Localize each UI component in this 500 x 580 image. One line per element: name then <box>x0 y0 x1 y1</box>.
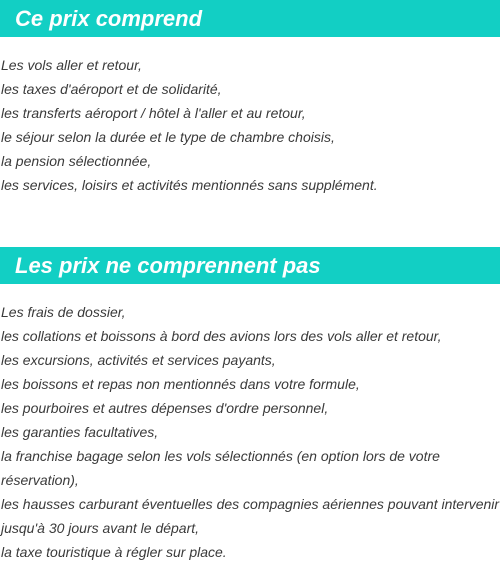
list-item: Les frais de dossier, <box>1 304 126 320</box>
section-title-price-includes: Ce prix comprend <box>15 6 203 31</box>
price-includes-list <box>0 53 500 197</box>
list-item: les collations et boissons à bord des avions lors des vols aller et retour, <box>1 328 442 344</box>
list-item: les boissons et repas non mentionnés dans votre formule, <box>1 376 360 392</box>
price-excludes-list <box>0 300 500 564</box>
list-item: le séjour selon la durée et le type de chambre choisis, <box>1 129 335 145</box>
section-title-price-excludes: Les prix ne comprennent pas <box>15 253 321 278</box>
list-item: les transferts aéroport / hôtel à l'aller et au retour, <box>1 105 306 121</box>
list-item: la pension sélectionnée, <box>1 153 152 169</box>
list-item: la taxe touristique à régler sur place. <box>1 544 227 560</box>
list-item: les taxes d'aéroport et de solidarité, <box>1 81 222 97</box>
list-item: les garanties facultatives, <box>1 424 159 440</box>
list-item: les hausses carburant éventuelles des compagnies aériennes pouvant intervenir jusqu'à 30 jours avant le départ, <box>1 496 500 536</box>
list-item: Les vols aller et retour, <box>1 57 142 73</box>
list-item: les pourboires et autres dépenses d'ordre personnel, <box>1 400 329 416</box>
list-item: les services, loisirs et activités mentionnés sans supplément. <box>1 177 378 193</box>
list-item: la franchise bagage selon les vols sélectionnés (en option lors de votre réservation), <box>1 448 440 488</box>
list-item: les excursions, activités et services payants, <box>1 352 276 368</box>
section-header-price-excludes <box>0 247 500 284</box>
section-header-price-includes <box>0 0 500 37</box>
